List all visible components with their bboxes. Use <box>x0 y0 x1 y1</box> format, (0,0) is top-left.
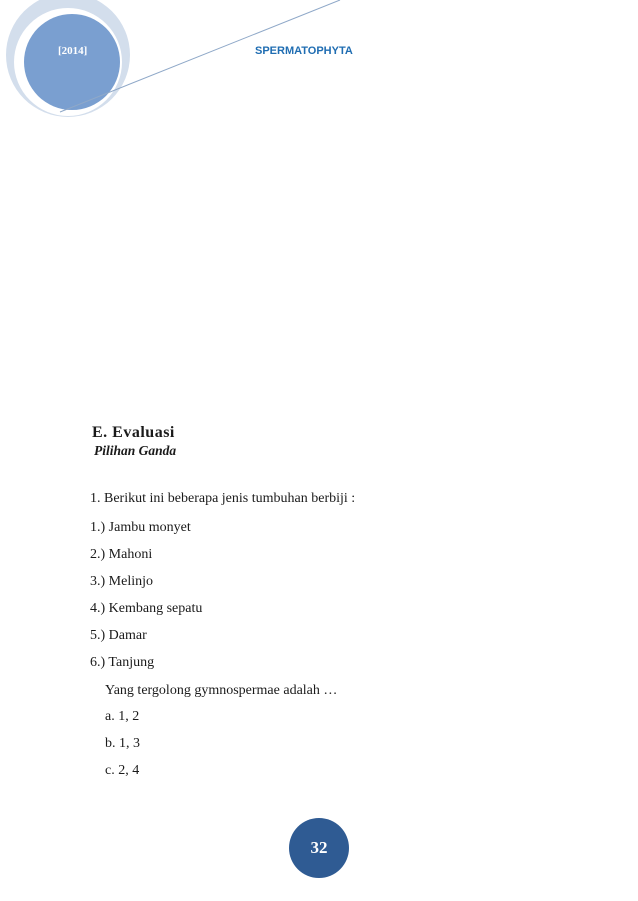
question-item: 2.) Mahoni <box>90 547 153 562</box>
question-item: 3.) Melinjo <box>90 574 153 589</box>
question-prompt: Yang tergolong gymnospermae adalah … <box>105 683 338 698</box>
answer-option: b. 1, 3 <box>105 736 140 751</box>
answer-option: a. 1, 2 <box>105 709 140 724</box>
header-running-title: SPERMATOPHYTA <box>255 45 353 57</box>
question-item: 5.) Damar <box>90 628 147 643</box>
section-title: E. Evaluasi <box>92 424 175 441</box>
question-item: 4.) Kembang sepatu <box>90 601 203 616</box>
header-year: [2014] <box>58 45 88 57</box>
header-circle-inner <box>24 14 120 110</box>
answer-option: c. 2, 4 <box>105 763 140 778</box>
question-item: 6.) Tanjung <box>90 655 155 670</box>
question-item: 1.) Jambu monyet <box>90 520 191 535</box>
question-stem: 1. Berikut ini beberapa jenis tumbuhan berbiji : <box>90 491 356 506</box>
section-subtitle: Pilihan Ganda <box>94 443 177 458</box>
page-number: 32 <box>310 838 328 857</box>
